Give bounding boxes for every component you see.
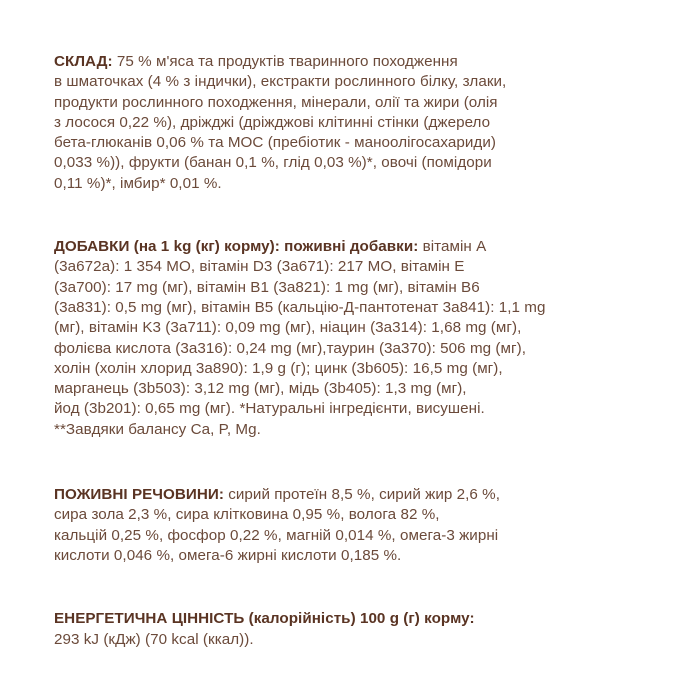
nutrients-line: сира зола 2,3 %, сира клітковина 0,95 %, волога 82 %,: [54, 506, 440, 524]
additives-line: (3a700): 17 mg (мг), вітамін B1 (3a821): 1 mg (мг), вітамін B6: [54, 278, 480, 296]
composition-line: в шматочках (4 % з індички), екстракти рослинного білку, злаки,: [54, 73, 507, 91]
additives-line: (3a672a): 1 354 МО, вітамін D3 (3a671): 217 МО, вітамін Е: [54, 258, 465, 276]
composition-heading: СКЛАД:: [54, 53, 113, 70]
composition-line: [54, 52, 644, 72]
energy-section: [54, 609, 644, 650]
additives-line: йод (3b201): 0,65 mg (мг). *Натуральні інгредієнти, висушені.: [54, 400, 485, 418]
energy-line: [54, 609, 644, 629]
additives-section: [54, 237, 644, 440]
energy-line: 293 kJ (кДж) (70 kcal (ккал)).: [54, 630, 254, 648]
composition-line: 0,11 %)*, імбир* 0,01 %.: [54, 174, 222, 192]
nutrients-section: [54, 485, 644, 566]
composition-line: з лосося 0,22 %), дріжджі (дріжджові клітинні стінки (джерело: [54, 113, 491, 131]
energy-heading: ЕНЕРГЕТИЧНА ЦІННІСТЬ (калорійність) 100 g (г) корму:: [54, 610, 475, 628]
composition-section: [54, 52, 644, 194]
nutrients-line: кислоти 0,046 %, омега-6 жирні кислоти 0,185 %.: [54, 546, 402, 564]
additives-line: (3a831): 0,5 mg (мг), вітамін B5 (кальцію-Д-пантотенат 3a841): 1,1 mg: [54, 298, 546, 316]
additives-line: марганець (3b503): 3,12 mg (мг), мідь (3b405): 1,3 mg (мг),: [54, 380, 467, 398]
nutrients-text: сирий протеїн 8,5 %, сирий жир 2,6 %,: [223, 486, 500, 504]
nutrients-line: [54, 485, 644, 505]
composition-text: 75 % м'яса та продуктів тваринного походження: [112, 53, 458, 70]
nutrition-document: [54, 52, 644, 650]
additives-text: вітамін А: [418, 238, 487, 256]
nutrients-heading: ПОЖИВНІ РЕЧОВИНИ:: [54, 486, 224, 504]
composition-line: продукти рослинного походження, мінерали, олії та жири (олія: [54, 93, 498, 111]
additives-line: холін (холін хлорид 3a890): 1,9 g (г); цинк (3b605): 16,5 mg (мг),: [54, 359, 503, 377]
composition-line: 0,033 %)), фрукти (банан 0,1 %, глід 0,03 %)*, овочі (помідори: [54, 154, 492, 172]
additives-line: [54, 237, 644, 257]
additives-line: (мг), вітамін K3 (3a711): 0,09 mg (мг), ніацин (3a314): 1,68 mg (мг),: [54, 319, 522, 337]
additives-line: фолієва кислота (3a316): 0,24 mg (мг),таурин (3a370): 506 mg (мг),: [54, 339, 526, 357]
nutrients-line: кальцій 0,25 %, фосфор 0,22 %, магній 0,014 %, омега-3 жирні: [54, 526, 499, 544]
additives-line: **Завдяки балансу Ca, P, Mg.: [54, 420, 261, 438]
additives-heading: ДОБАВКИ (на 1 kg (кг) корму): поживні добавки:: [54, 238, 419, 256]
composition-line: бета-глюканів 0,06 % та МОС (пребіотик - маноолігосахариди): [54, 134, 496, 152]
